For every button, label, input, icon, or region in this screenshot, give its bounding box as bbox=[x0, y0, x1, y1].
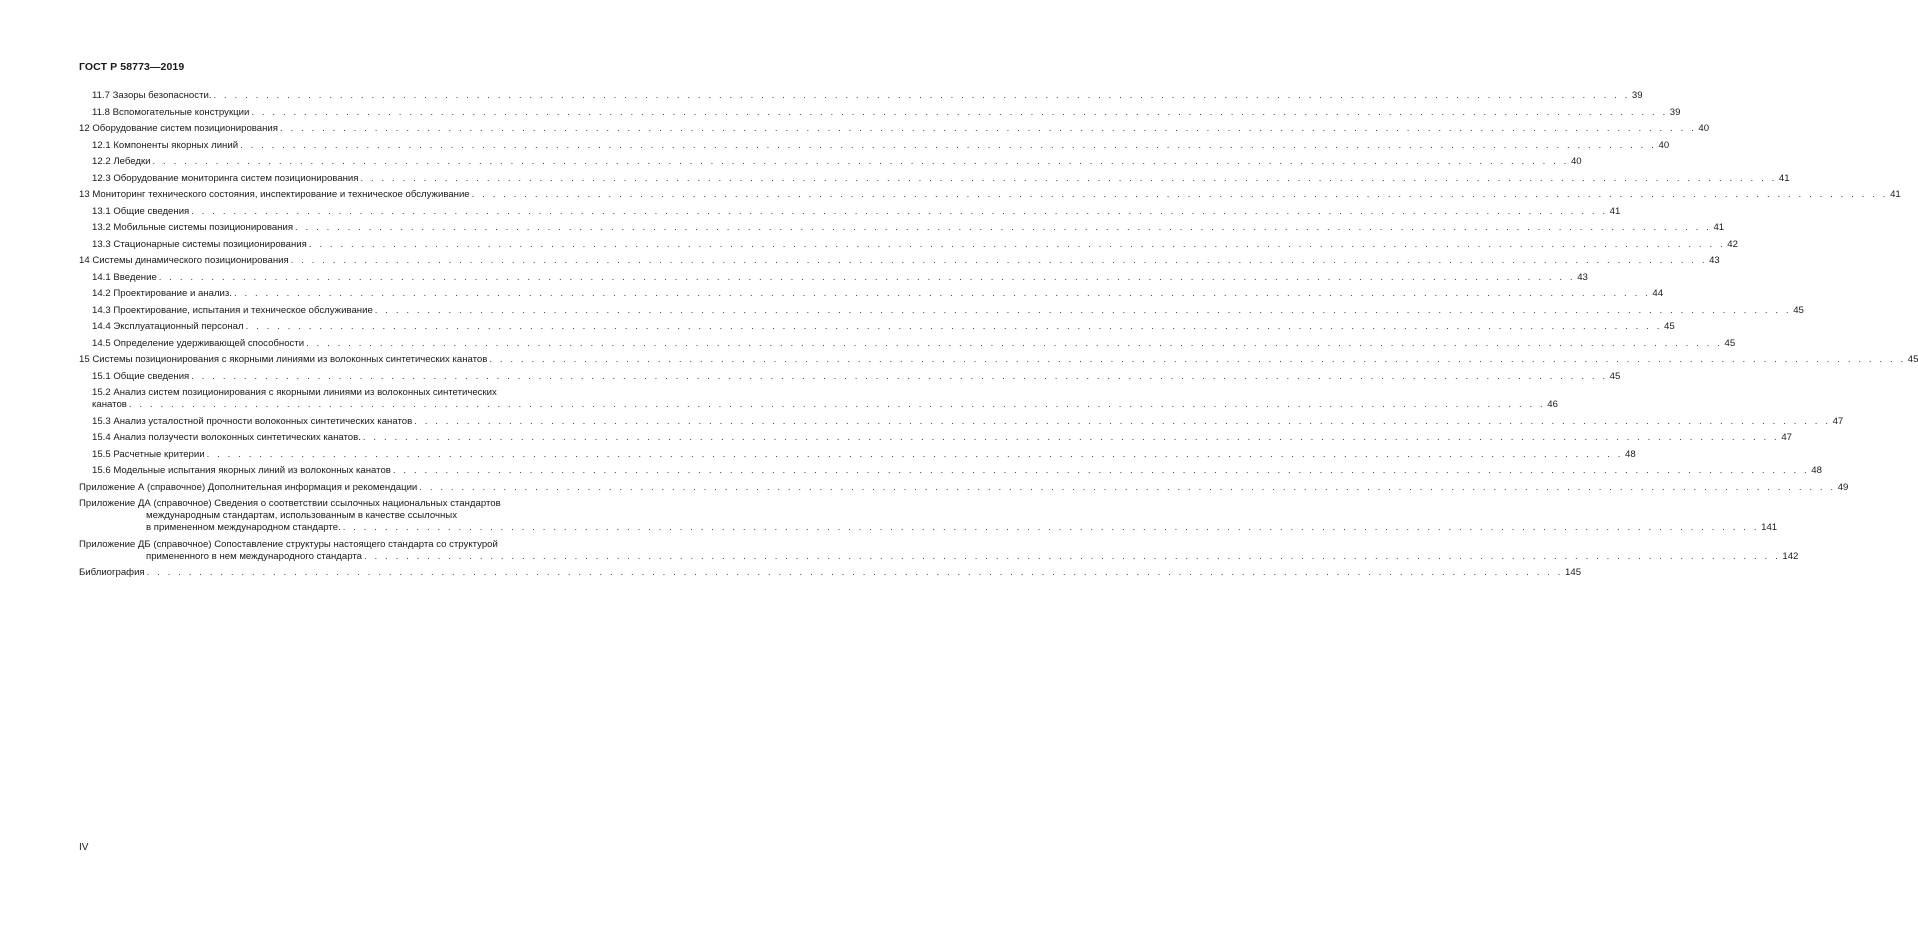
dot-leader bbox=[153, 156, 1569, 168]
toc-entry[interactable] bbox=[79, 238, 1738, 251]
toc-entry-page: 46 bbox=[1547, 399, 1558, 410]
dot-leader bbox=[280, 123, 1696, 135]
toc-entry-title: Приложение ДБ (справочное) Сопоставление структуры настоящего стандарта со структурой bbox=[79, 538, 498, 550]
toc-entry-title: Приложение ДА (справочное) Сведения о соответствии ссылочных национальных стандартов bbox=[79, 498, 501, 509]
toc-entry-page: 43 bbox=[1577, 271, 1588, 283]
toc-entry[interactable] bbox=[79, 498, 1778, 534]
toc-entry-page: 45 bbox=[1609, 370, 1621, 382]
dot-leader bbox=[291, 255, 1707, 267]
toc-entry-page: 41 bbox=[1713, 222, 1725, 233]
toc-entry-page: 48 bbox=[1811, 465, 1822, 476]
toc-entry-page: 44 bbox=[1652, 288, 1664, 299]
toc-entry[interactable] bbox=[79, 205, 1621, 218]
dot-leader bbox=[129, 399, 1545, 410]
toc-entry[interactable] bbox=[79, 90, 1643, 102]
toc-entry-page: 41 bbox=[1890, 189, 1901, 200]
toc-entry[interactable] bbox=[79, 481, 1849, 494]
toc-entry[interactable] bbox=[79, 288, 1664, 300]
toc-entry-title: международным стандартам, использованным в качестве ссылочных bbox=[146, 510, 457, 521]
dot-leader bbox=[234, 288, 1650, 300]
toc-entry[interactable] bbox=[79, 415, 1844, 428]
toc-entry[interactable] bbox=[79, 432, 1792, 444]
toc-entry-page: 40 bbox=[1698, 123, 1710, 134]
toc-entry[interactable] bbox=[79, 222, 1725, 234]
dot-leader bbox=[191, 371, 1607, 383]
toc-entry-title: 12.3 Оборудование мониторинга систем позиционирования bbox=[92, 172, 359, 184]
toc-entry[interactable] bbox=[79, 106, 1681, 119]
dot-leader bbox=[360, 173, 1776, 185]
toc-entry-page: 39 bbox=[1669, 106, 1681, 118]
toc-entry-title: 14 Системы динамического позиционирования bbox=[79, 255, 289, 266]
toc-entry[interactable] bbox=[79, 354, 1918, 366]
dot-leader bbox=[414, 416, 1830, 428]
toc-entry-title: 11.7 Зазоры безопасности. bbox=[92, 90, 212, 101]
toc-entry-page: 47 bbox=[1781, 432, 1792, 443]
toc-entry-page: 47 bbox=[1832, 415, 1844, 427]
toc-entry-title: 14.4 Эксплуатационный персонал bbox=[92, 321, 244, 332]
toc-entry[interactable] bbox=[79, 538, 1799, 563]
dot-leader bbox=[364, 551, 1780, 562]
toc-entry-title: 15.4 Анализ ползучести волоконных синтетических канатов. bbox=[92, 432, 361, 443]
toc-entry[interactable] bbox=[79, 304, 1804, 317]
toc-entry[interactable] bbox=[79, 567, 1582, 579]
toc-entry-title: 15.3 Анализ усталостной прочности волоконных синтетических канатов bbox=[92, 415, 413, 427]
toc-entry-page: 43 bbox=[1709, 255, 1720, 266]
toc-entry-title: 15 Системы позиционирования с якорными линиями из волоконных синтетических канатов bbox=[79, 354, 488, 365]
toc-entry-title: 15.1 Общие сведения bbox=[92, 370, 190, 382]
toc-entry-title: канатов bbox=[92, 399, 127, 410]
toc-entry[interactable] bbox=[79, 255, 1720, 267]
toc-entry-title: 14.3 Проектирование, испытания и техническое обслуживание bbox=[92, 304, 373, 316]
toc-entry[interactable] bbox=[79, 337, 1736, 350]
dot-leader bbox=[240, 140, 1656, 152]
toc-entry-title: 12.1 Компоненты якорных линий bbox=[92, 139, 239, 151]
dot-leader bbox=[191, 206, 1607, 218]
toc-entry-title: 14.2 Проектирование и анализ. bbox=[92, 288, 232, 299]
toc-entry[interactable] bbox=[79, 123, 1710, 135]
dot-leader bbox=[393, 465, 1809, 477]
toc-entry-title: 12 Оборудование систем позиционирования bbox=[79, 123, 278, 134]
toc-entry-page: 41 bbox=[1609, 205, 1621, 217]
toc-entry-page: 39 bbox=[1631, 90, 1643, 101]
toc-entry-page: 40 bbox=[1570, 156, 1582, 167]
dot-leader bbox=[159, 272, 1575, 284]
dot-leader bbox=[246, 321, 1662, 333]
toc-entry-title: в примененном международном стандарте. bbox=[146, 522, 341, 533]
dot-leader bbox=[214, 90, 1630, 102]
dot-leader bbox=[295, 222, 1711, 234]
toc-entry-title: 13 Мониторинг технического состояния, инспектирование и техническое обслуживание bbox=[79, 189, 470, 200]
toc-entry-page: 145 bbox=[1565, 567, 1582, 578]
toc-entry-title: 15.6 Модельные испытания якорных линий из волоконных канатов bbox=[92, 465, 391, 476]
table-of-contents bbox=[79, 90, 1918, 584]
toc-entry-title: 12.2 Лебедки bbox=[92, 156, 151, 167]
toc-entry-page: 45 bbox=[1907, 354, 1918, 365]
toc-entry-page: 42 bbox=[1727, 238, 1738, 250]
toc-entry-title: 13.1 Общие сведения bbox=[92, 205, 190, 217]
toc-entry-page: 45 bbox=[1793, 304, 1804, 316]
toc-entry-title: 14.1 Введение bbox=[92, 271, 157, 283]
toc-entry[interactable] bbox=[79, 172, 1790, 185]
dot-leader bbox=[343, 522, 1759, 533]
toc-entry[interactable] bbox=[79, 465, 1822, 477]
dot-leader bbox=[309, 239, 1725, 251]
toc-entry-page: 45 bbox=[1664, 321, 1675, 332]
dot-leader bbox=[251, 107, 1667, 119]
toc-entry[interactable] bbox=[79, 139, 1670, 152]
dot-leader bbox=[363, 432, 1779, 444]
toc-entry-title: 14.5 Определение удерживающей способности bbox=[92, 337, 305, 349]
dot-leader bbox=[207, 449, 1623, 461]
toc-entry-title: Библиография bbox=[79, 567, 145, 578]
page-number: IV bbox=[79, 842, 89, 853]
toc-entry-page: 41 bbox=[1778, 172, 1790, 184]
toc-entry-page: 49 bbox=[1837, 481, 1849, 493]
toc-entry-page: 40 bbox=[1658, 139, 1670, 151]
toc-entry[interactable] bbox=[79, 387, 1558, 411]
toc-entry[interactable] bbox=[79, 156, 1582, 168]
dot-leader bbox=[419, 482, 1835, 494]
toc-entry[interactable] bbox=[79, 271, 1588, 284]
toc-entry-title: Приложение А (справочное) Дополнительная информация и рекомендации bbox=[79, 481, 418, 493]
dot-leader bbox=[306, 338, 1722, 350]
toc-entry-title: 11.8 Вспомогательные конструкции bbox=[92, 106, 250, 118]
toc-entry-title: примененного в нем международного стандарта bbox=[146, 550, 362, 562]
toc-entry-title: 15.5 Расчетные критерии bbox=[92, 448, 205, 460]
toc-entry[interactable] bbox=[79, 448, 1636, 461]
toc-entry-page: 45 bbox=[1724, 337, 1736, 349]
dot-leader bbox=[375, 305, 1791, 317]
toc-entry[interactable] bbox=[79, 370, 1621, 383]
toc-entry-title: 13.2 Мобильные системы позиционирования bbox=[92, 222, 294, 233]
toc-entry-title: 13.3 Стационарные системы позиционирования bbox=[92, 238, 307, 250]
toc-entry[interactable] bbox=[79, 321, 1675, 333]
toc-entry-title: 15.2 Анализ систем позиционирования с якорными линиями из волоконных синтетических bbox=[92, 387, 497, 398]
dot-leader bbox=[147, 567, 1563, 579]
document-header: ГОСТ Р 58773—2019 bbox=[79, 61, 185, 73]
dot-leader bbox=[489, 354, 1905, 366]
toc-entry-page: 141 bbox=[1761, 522, 1778, 533]
toc-entry[interactable] bbox=[79, 189, 1901, 201]
dot-leader bbox=[472, 189, 1888, 201]
toc-entry-page: 142 bbox=[1782, 550, 1799, 562]
toc-entry-page: 48 bbox=[1625, 448, 1636, 460]
